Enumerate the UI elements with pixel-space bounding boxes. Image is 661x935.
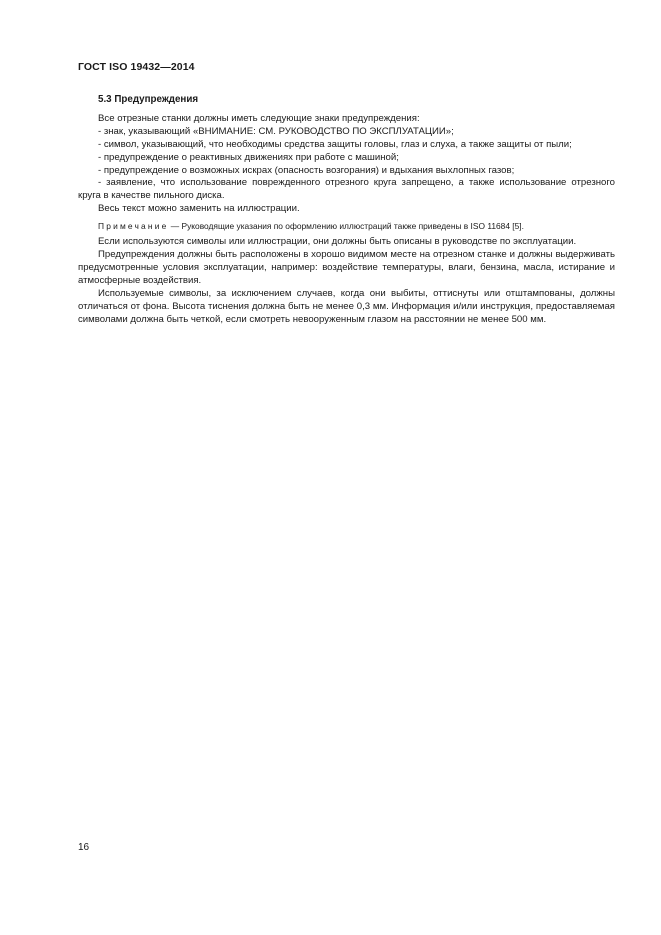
warning-item: - предупреждение о возможных искрах (опасность возгорания) и вдыхания выхлопных газов;: [98, 164, 515, 176]
warning-item: - предупреждение о реактивных движениях при работе с машиной;: [98, 151, 399, 163]
note: [78, 220, 615, 232]
paragraph: Используемые символы, за исключением случаев, когда они выбиты, оттиснуты или отштампованы, должны отличаться от фона. Высота тиснения должна быть не менее 0,3 мм. Информация и/или инструкция, предоставляемая символами должна быть четкой, если смотреть невооруженным глазом на расстоянии не менее 500 мм.: [78, 287, 615, 325]
paragraph: Если используются символы или иллюстрации, они должны быть описаны в руководстве по эксплуатации.: [98, 236, 577, 248]
warning-item: - заявление, что использование поврежденного отрезного круга запрещено, а также использование отрезного круга в качестве пильного диска.: [78, 177, 615, 202]
paragraph: Предупреждения должны быть расположены в хорошо видимом месте на отрезном станке и должны выдерживать предусмотренные условия эксплуатации, например: воздействие температуры, влаги, бензина, масла, истирание и атмосферные воздействия.: [78, 249, 615, 286]
section-warnings: [78, 94, 615, 327]
section-title: 5.3 Предупреждения: [98, 94, 199, 105]
warning-item: - знак, указывающий «ВНИМАНИЕ: СМ. РУКОВОДСТВО ПО ЭКСПЛУАТАЦИИ»;: [98, 125, 454, 137]
document-header: ГОСТ ISO 19432—2014: [78, 61, 195, 73]
note-label: Примечание: [98, 221, 169, 232]
replace-text-note: Весь текст можно заменить на иллюстрации.: [98, 203, 300, 215]
section-intro: Все отрезные станки должны иметь следующие знаки предупреждения:: [98, 112, 420, 124]
page-number: 16: [78, 842, 90, 853]
warning-item: - символ, указывающий, что необходимы средства защиты головы, глаз и слуха, а также защиты от пыли;: [98, 138, 572, 150]
note-text: — Руководящие указания по оформлению иллюстраций также приведены в ISO 11684 [5].: [168, 221, 524, 232]
